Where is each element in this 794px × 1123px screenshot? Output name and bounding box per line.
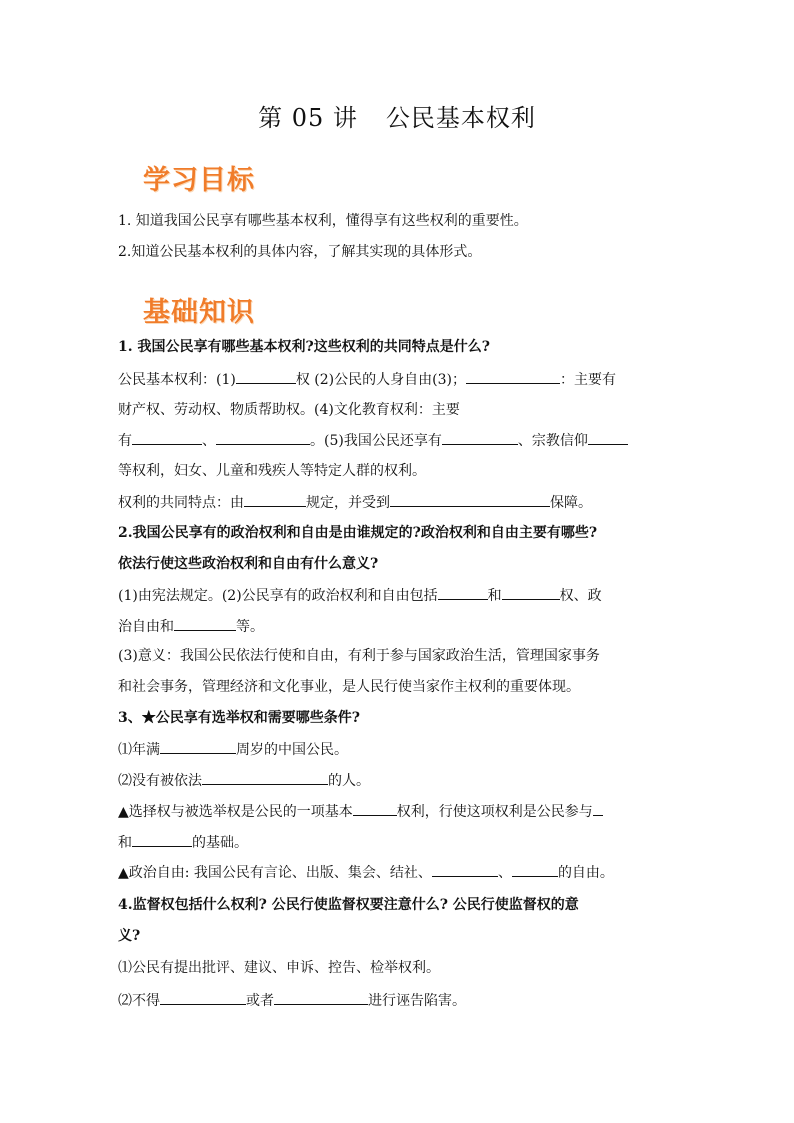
fill-blank (274, 990, 368, 1005)
text-segment: ▲选择权与被选举权是公民的一项基本 (118, 804, 353, 820)
section-heading-goals: 学习目标 (143, 165, 255, 196)
text-segment: ⑵不得 (118, 993, 160, 1009)
fill-blank (588, 430, 628, 445)
question-2-line-3: (3)意义：我国公民依法行使和自由，有利于参与国家政治生活，管理国家事务 (118, 648, 600, 664)
question-3-line-3 (118, 801, 678, 822)
fill-blank (216, 430, 310, 445)
text-segment: 、 (202, 433, 216, 449)
text-segment: 权利，行使这项权利是公民参与 (396, 804, 593, 820)
fill-blank (502, 585, 560, 600)
fill-blank (132, 430, 202, 445)
question-4-heading-line-2: 义? (118, 928, 141, 944)
text-segment: 的人。 (328, 773, 370, 789)
text-segment: 或者 (246, 993, 274, 1009)
question-4-line-1: ⑴公民有提出批评、建议、申诉、控告、检举权利。 (118, 960, 440, 976)
fill-blank (466, 369, 560, 384)
fill-blank (512, 862, 558, 877)
question-4-line-2 (118, 990, 678, 1011)
question-3-line-5 (118, 862, 678, 883)
text-segment: 公民基本权利：(1) (118, 372, 236, 388)
question-3-line-1 (118, 739, 678, 760)
text-segment: 规定，并受到 (306, 495, 390, 511)
fill-blank (236, 369, 296, 384)
fill-blank (353, 801, 397, 816)
fill-blank (160, 990, 246, 1005)
fill-blank (244, 492, 306, 507)
question-2-line-2 (118, 616, 678, 637)
fill-blank (202, 770, 328, 785)
goal-item-2: 2.知道公民基本权利的具体内容，了解其实现的具体形式。 (118, 244, 482, 260)
question-1-heading: 1. 我国公民享有哪些基本权利?这些权利的共同特点是什么? (118, 339, 490, 355)
text-segment: 、 (497, 865, 512, 881)
question-2-heading-line-2: 依法行使这些政治权利和自由有什么意义? (118, 556, 379, 572)
text-segment: ⑵没有被依法 (118, 773, 202, 789)
text-segment: 进行诬告陷害。 (368, 993, 466, 1009)
fill-blank (132, 832, 192, 847)
text-segment: (1)由宪法规定。(2)公民享有的政治权利和自由包括 (118, 588, 438, 604)
text-segment: 的基础。 (192, 835, 248, 851)
text-segment: 和 (487, 588, 502, 604)
text-segment: 权 (2)公民的人身自由(3)； (295, 372, 466, 388)
text-segment: ▲政治自由: 我国公民有言论、出版、集会、结社、 (118, 865, 432, 881)
section-heading-basics: 基础知识 (143, 297, 255, 328)
fill-blank (160, 739, 236, 754)
question-1-line-2: 财产权、劳动权、物质帮助权。(4)文化教育权利：主要 (118, 402, 460, 418)
text-segment: ：主要有 (559, 372, 616, 388)
question-1-line-4: 等权利，妇女、儿童和残疾人等特定人群的权利。 (118, 463, 426, 479)
text-segment: 权利的共同特点：由 (118, 495, 244, 511)
title-topic: 公民基本权利 (385, 104, 536, 132)
text-segment: 。(5)我国公民还享有 (310, 433, 442, 449)
question-2-heading-line-1: 2.我国公民享有的政治权利和自由是由谁规定的?政治权利和自由主要有哪些? (118, 525, 598, 541)
title-lesson-number: 第 05 讲 (258, 104, 358, 132)
question-3-line-4 (118, 832, 678, 853)
fill-blank (432, 862, 498, 877)
question-4-heading-line-1: 4.监督权包括什么权利? 公民行使监督权要注意什么? 公民行使监督权的意 (118, 897, 579, 913)
question-1-line-5 (118, 492, 678, 513)
question-3-heading: 3、★公民享有选举权和需要哪些条件? (118, 710, 360, 726)
text-segment: ⑴年满 (118, 742, 160, 758)
fill-blank (593, 801, 603, 816)
text-segment: 治自由和 (118, 619, 174, 635)
fill-blank (442, 430, 518, 445)
text-segment: 和 (118, 835, 132, 851)
text-segment: 周岁的中国公民。 (236, 742, 348, 758)
question-2-line-4: 和社会事务，管理经济和文化事业，是人民行使当家作主权利的重要体现。 (118, 679, 580, 695)
fill-blank (438, 585, 488, 600)
text-segment: 等。 (236, 619, 264, 635)
question-1-line-1 (118, 369, 678, 390)
question-2-line-1 (118, 585, 678, 606)
fill-blank (390, 492, 550, 507)
fill-blank (174, 616, 236, 631)
page-title (0, 98, 794, 133)
goal-item-1: 1. 知道我国公民享有哪些基本权利，懂得享有这些权利的重要性。 (118, 213, 528, 229)
text-segment: 权、政 (559, 588, 602, 604)
question-3-line-2 (118, 770, 678, 791)
text-segment: 有 (118, 433, 132, 449)
text-segment: 、宗教信仰 (517, 433, 588, 449)
text-segment: 的自由。 (557, 865, 614, 881)
text-segment: 保障。 (550, 495, 592, 511)
question-1-line-3 (118, 430, 678, 451)
